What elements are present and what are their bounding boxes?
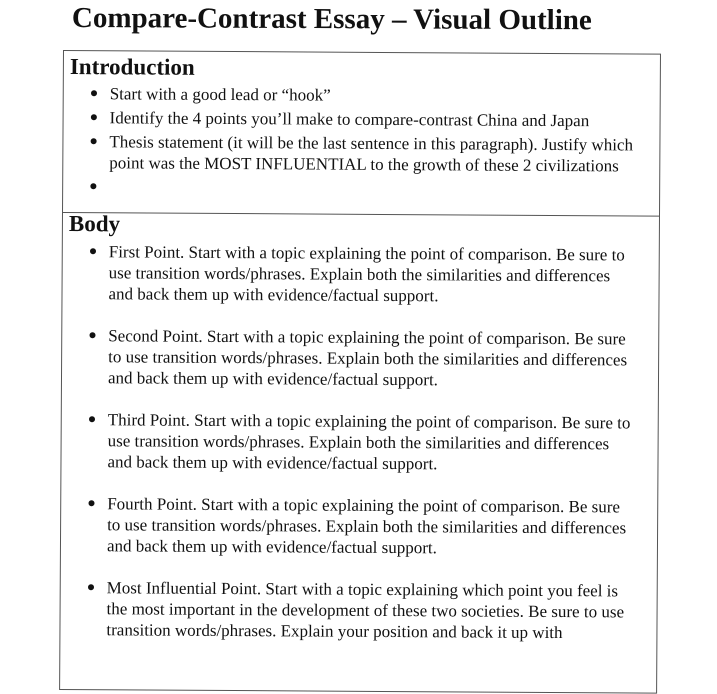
list-item-empty [85, 176, 633, 200]
list-item [82, 577, 630, 643]
introduction-list [85, 83, 634, 203]
list-item-text: Third Point. Start with a topic explaining the point of comparison. Be sure to use transition words/phrases. Explain both the similarities and differences and back them up with evidence/factual support. [107, 410, 631, 474]
list-item-text: Start with a good lead or “hook” [109, 84, 331, 105]
list-item [86, 107, 634, 131]
list-item [83, 409, 631, 475]
list-item-text: Second Point. Start with a topic explaining the point of comparison. Be sure to use transition words/phrases. Explain both the similarities and differences and back them up with evidence/factual support. [107, 326, 628, 390]
body-heading: Body [68, 211, 121, 237]
bullet-icon: ● [89, 134, 98, 150]
list-item [84, 325, 632, 391]
outline-box [59, 50, 661, 694]
list-item [83, 493, 631, 559]
list-item [85, 131, 633, 176]
document-title: Compare-Contrast Essay – Visual Outline [71, 2, 592, 37]
list-item-text: Thesis statement (it will be the last sentence in this paragraph). Justify which point was the MOST INFLUENTIAL to the growth of these 2 civilizations [109, 132, 634, 176]
introduction-heading: Introduction [69, 54, 195, 80]
body-list [82, 241, 633, 664]
list-item-text: Most Influential Point. Start with a topic explaining which point you feel is the most important in the development of these two societies. Be sure to use transition words/phrases. Explain your position and back it up with [106, 578, 625, 643]
list-item [86, 83, 634, 107]
bullet-icon: ● [86, 580, 96, 596]
bullet-icon: ● [89, 110, 99, 126]
bullet-icon: ● [87, 496, 96, 512]
bullet-icon: ● [89, 179, 98, 195]
list-item [84, 241, 632, 307]
section-divider [63, 212, 659, 217]
bullet-icon: ● [89, 86, 99, 102]
list-item-text: Fourth Point. Start with a topic explaining the point of comparison. Be sure to use transition words/phrases. Explain both the similarities and differences and back them up with evidence/factual support. [106, 494, 627, 558]
bullet-icon: ● [88, 244, 98, 260]
bullet-icon: ● [88, 328, 97, 344]
bullet-icon: ● [87, 412, 97, 428]
list-item-text: First Point. Start with a topic explaining the point of comparison. Be sure to use transition words/phrases. Explain both the similarities and differences and back them up with evidence/factual support. [108, 242, 625, 306]
list-item-text: Identify the 4 points you’ll make to compare-contrast China and Japan [109, 108, 590, 131]
